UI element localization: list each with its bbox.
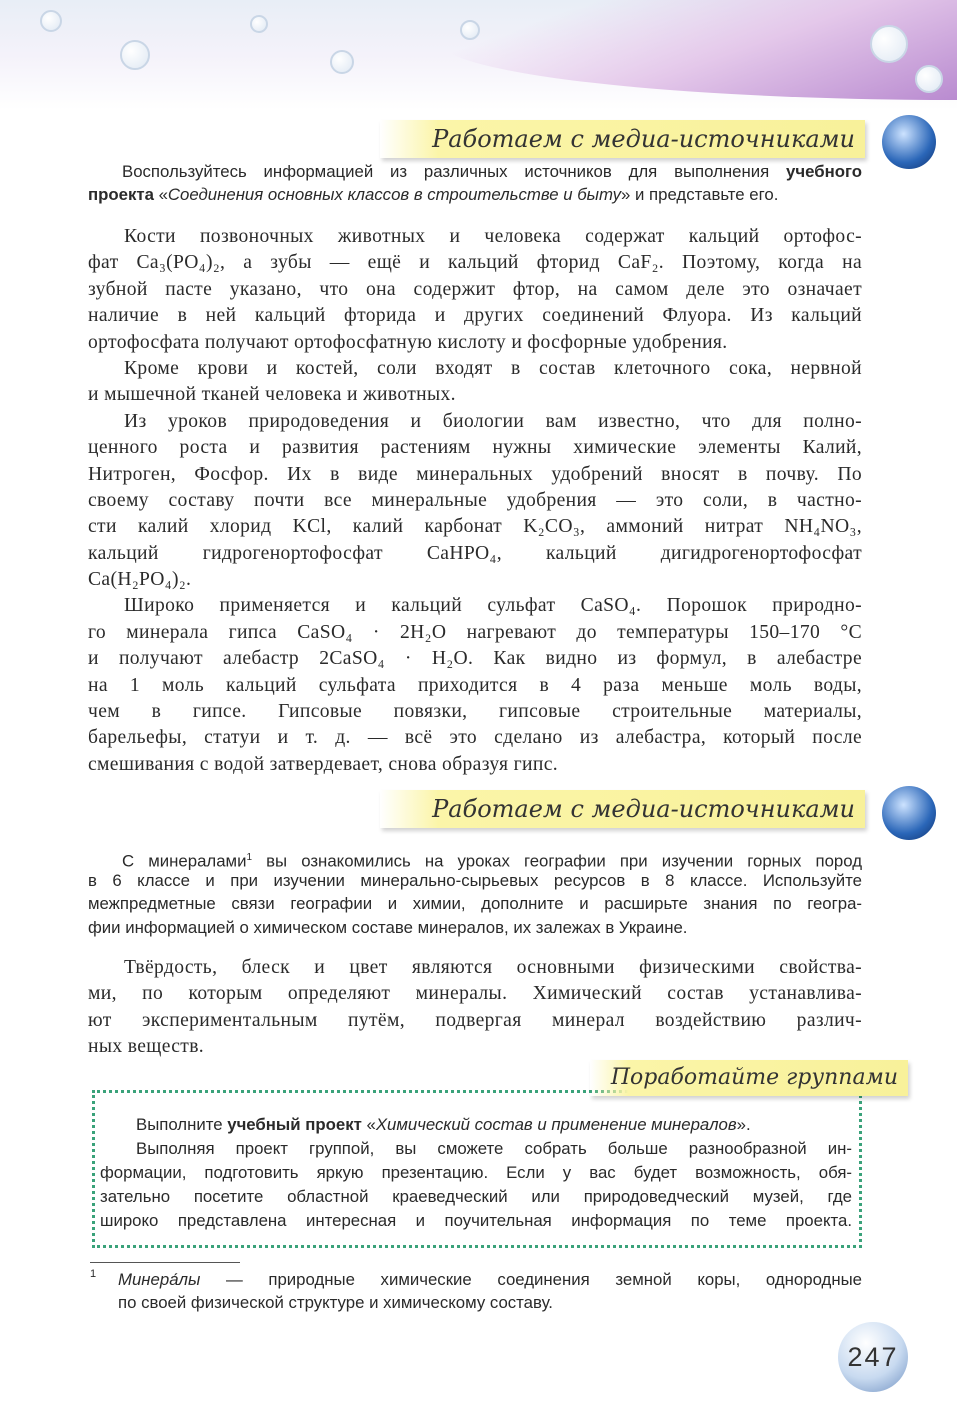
minerals-intro: С минералами$^1$ вы ознакомились на уроках географии при изучении горных пород в 6 классе и при изучении минерально-сырьевых ресурсов в 8 классе. Используйте межпредметные связи географии и химии, дополните и расширьте знания по геогра- фии информацией о химическом составе минералов, их залежах в Украине. — [88, 851, 862, 937]
text-line: Широко применяется и кальций сульфат CaSO₄. Порошок природно- — [124, 595, 862, 617]
text-line: на 1 моль кальций сульфата приходится в 4 раза меньше моль воды, — [88, 674, 862, 696]
text-line: фат Ca₃(PO₄)₂, а зубы — ещё и кальций фторид CaF₂. Поэтому, когда на — [88, 252, 862, 274]
text-line: Ca(H₂PO₄)₂. — [88, 569, 192, 591]
group-work-banner: Поработайте группами — [590, 1060, 908, 1096]
body-paragraphs-1 — [88, 224, 862, 778]
body-paragraphs-2 — [88, 955, 862, 1061]
text-line: смешивания с водой затвердевает, снова образуя гипс. — [88, 753, 559, 775]
text-line: своему составу почти все минеральные удобрения — это соли, в частно- — [88, 489, 862, 511]
globe-icon — [882, 786, 936, 840]
page-number: 247 — [838, 1322, 908, 1392]
text-line: ных веществ. — [88, 1036, 205, 1058]
text-line: Кости позвоночных животных и человека содержат кальций ортофос- — [124, 226, 862, 247]
footnote: 1 Минера́лы — природные химические соединения земной коры, однородные по своей физической структуре и химическому составу. — [90, 1268, 862, 1313]
footnote-divider — [90, 1262, 240, 1263]
header-decoration — [0, 0, 957, 110]
text-line: ортофосфата получают ортофосфатную кислоту и фосфорные удобрения. — [88, 331, 728, 353]
text-line: наличие в ней кальций фторида и других соединений Флуора. Из кальций — [88, 305, 862, 327]
text-line: Твёрдость, блеск и цвет являются основными физическими свойства- — [124, 957, 862, 978]
text-line: зубной пасте указано, что она содержит фтор, на самом деле это означает — [88, 278, 862, 300]
text-line: чем в гипсе. Гипсовые повязки, гипсовые строительные материалы, — [88, 701, 862, 723]
globe-icon — [882, 115, 936, 169]
text-line: ют экспериментальным путём, подвергая минерал воздействию различ- — [88, 1009, 862, 1031]
text-line: ми, по которым определяют минералы. Химический состав устанавлива- — [88, 983, 862, 1005]
text-line: и мышечной тканей человека и животных. — [88, 384, 456, 406]
text-line: и получают алебастр 2CaSO₄ · H₂O. Как видно из формул, в алебастре — [88, 648, 862, 670]
group-task-text: Выполните учебный проект «Химический состав и применение минералов». Выполняя проект группой, вы сможете собрать больше разнообразной ин- формации, подготовить яркую презентацию. Если у вас будет возможность, обя- зательно посетите областной краеведческий или природоведческий музей, где широко представлена интересная и поучительная информация по теме проекта. — [100, 1115, 852, 1230]
text-line: го минерала гипса CaSO₄ · 2H₂O нагревают до температуры 150–170 °C — [88, 621, 862, 643]
text-line: кальций гидрогенортофосфат CaHPO₄, кальций дигидрогенортофосфат — [88, 542, 862, 564]
intro-text: Воспользуйтесь информацией из различных источников для выполнения учебного проекта «Соединения основных классов в строительстве и быту» и представьте его. — [88, 162, 862, 205]
text-line: Нитроген, Фосфор. Их в виде минеральных удобрений вносят в почву. По — [88, 463, 862, 485]
text-line: барельефы, статуи и т. д. — всё это сделано из алебастра, который после — [88, 727, 862, 749]
text-line: Кроме крови и костей, соли входят в состав клеточного сока, нервной — [124, 357, 862, 379]
media-sources-banner-2: Работаем с медиа-источниками — [380, 790, 865, 828]
text-line: Из уроков природоведения и биологии вам известно, что для полно- — [124, 410, 862, 432]
text-line: сти калий хлорид KCl, калий карбонат K₂CO₃, аммоний нитрат NH₄NO₃, — [88, 516, 862, 538]
media-sources-banner: Работаем с медиа-источниками — [380, 120, 865, 158]
text-line: ценного роста и развития растениям нужны химические элементы Калий, — [88, 437, 862, 459]
